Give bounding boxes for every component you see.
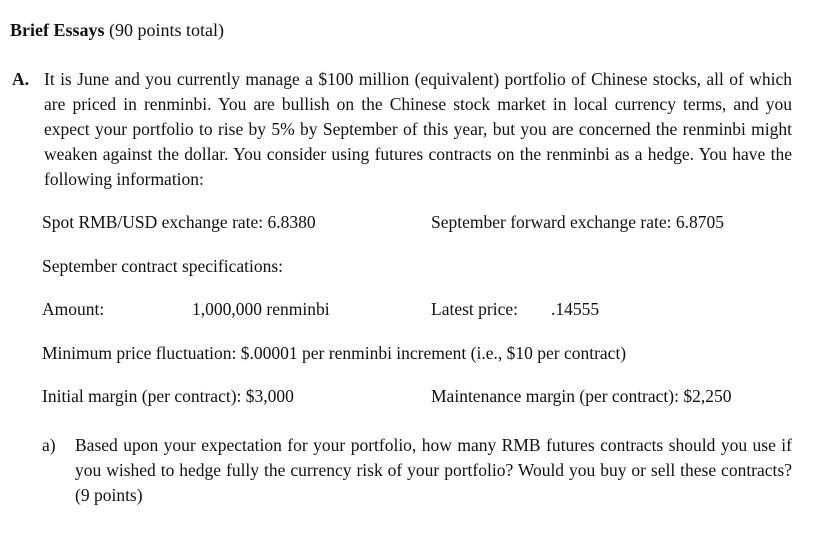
problem-a xyxy=(12,67,792,192)
question-a xyxy=(42,433,792,508)
question-letter: a) xyxy=(42,435,56,455)
initial-margin: Initial margin (per contract): $3,000 xyxy=(42,386,294,406)
min-price-fluctuation: Minimum price fluctuation: $.00001 per renminbi increment (i.e., $10 per contract) xyxy=(42,343,627,363)
amount-value: 1,000,000 renminbi xyxy=(192,299,330,319)
section-title: Brief Essays xyxy=(10,20,105,40)
forward-rate: September forward exchange rate: 6.8705 xyxy=(431,212,725,232)
problem-text: It is June and you currently manage a $100 million (equivalent) portfolio of Chinese stocks, all of which are priced in renminbi. You are bullish on the Chinese stock market in local currency terms, and you expect your portfolio to rise by 5% by September of this year, but you are concerned the renminbi might weaken against the dollar. You consider using futures contracts on the renminbi as a hedge. You have the following information: xyxy=(44,69,792,189)
spot-rate: Spot RMB/USD exchange rate: 6.8380 xyxy=(42,212,316,232)
amount-label: Amount: xyxy=(42,299,105,319)
latest-price-label: Latest price: xyxy=(431,299,518,319)
section-heading xyxy=(10,18,224,43)
latest-price-value: .14555 xyxy=(551,299,600,319)
specs-heading: September contract specifications: xyxy=(42,256,284,276)
maintenance-margin: Maintenance margin (per contract): $2,250 xyxy=(431,386,732,406)
exchange-rates-row xyxy=(42,210,316,235)
question-text: Based upon your expectation for your portfolio, how many RMB futures contracts should you use if you wished to hedge fully the currency risk of your portfolio? Would you buy or sell these contracts? (9 points) xyxy=(75,435,792,505)
section-points: (90 points total) xyxy=(109,20,224,40)
problem-letter: A. xyxy=(12,69,30,89)
